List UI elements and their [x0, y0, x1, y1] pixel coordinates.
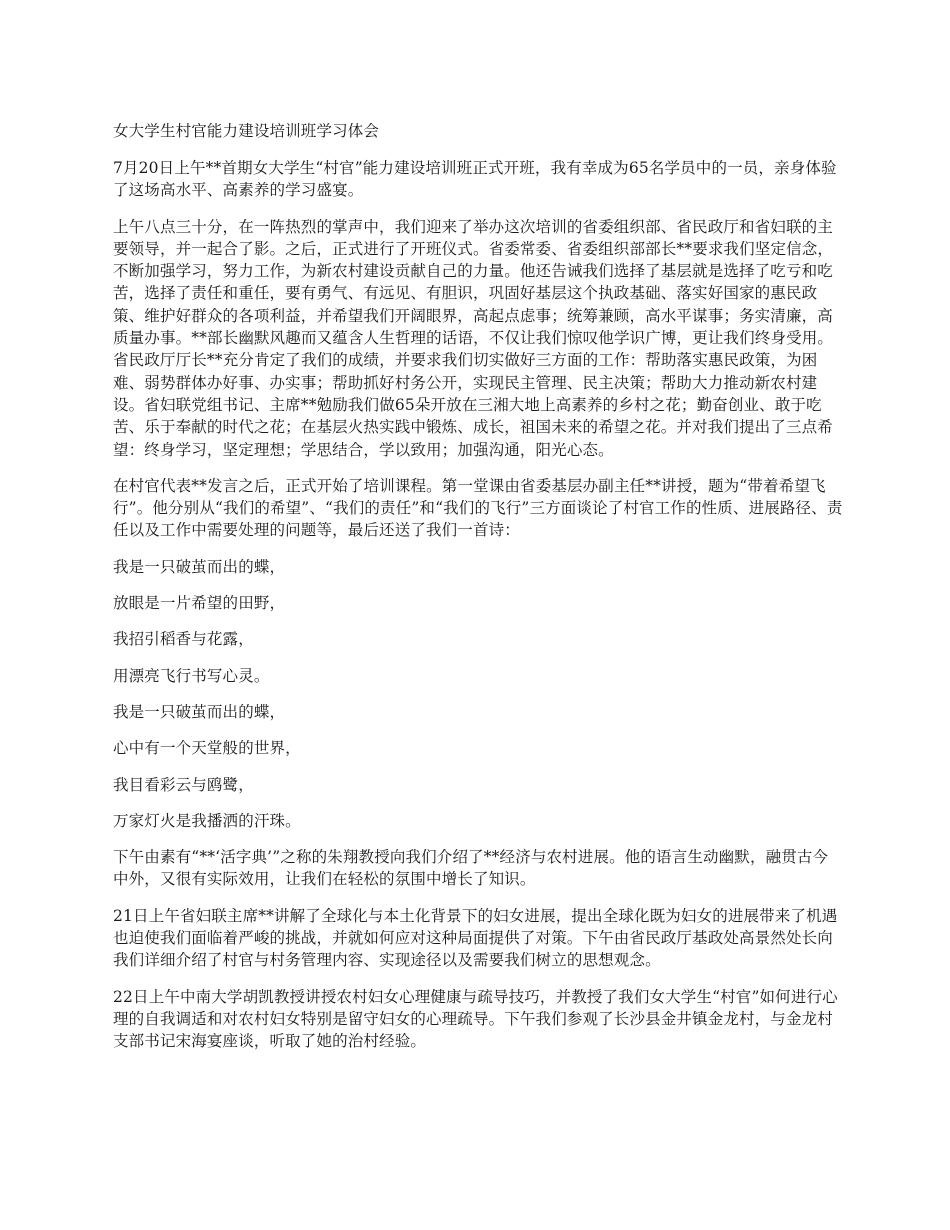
poem-line: 用漂亮飞行书写心灵。: [113, 666, 270, 685]
poem-line: 我目看彩云与鸥鹭，: [113, 775, 254, 794]
document-page: [113, 120, 843, 1067]
poem-line: 心中有一个天堂般的世界，: [113, 739, 301, 758]
paragraph-ceremony: 上午八点三十分，在一阵热烈的掌声中，我们迎来了举办这次培训的省委组织部、省民政厅和省妇联的主要领导，并一起合了影。之后，正式进行了开班仪式。省委常委、省委组织部部长**要求我们坚定信念，不断加强学习，努力工作，为新农村建设贡献自己的力量。他还告诫我们选择了基层就是选择了吃亏和吃苦，选择了责任和重任，要有勇气、有远见、有胆识，巩固好基层这个执政基础、落实好国家的惠民政策、维护好群众的各项利益，并希望我们开阔眼界，高起点虑事；统筹兼顾，高水平谋事；务实清廉，高质量办事。**部长幽默风趣而又蕴含人生哲理的话语，不仅让我们惊叹他学识广博，更让我们终身受用。省民政厅厅长**充分肯定了我们的成绩，并要求我们切实做好三方面的工作：帮助落实惠民政策，为困难、弱势群体办好事、办实事；帮助抓好村务公开，实现民主管理、民主决策；帮助大力推动新农村建设。省妇联党组书记、主席**勉励我们做65朵开放在三湘大地上高素养的乡村之花；勤奋创业、敢于吃苦、乐于奉献的时代之花；在基层火热实践中锻炼、成长，祖国未来的希望之花。并对我们提出了三点希望：终身学习，坚定理想；学思结合，学以致用；加强沟通，阳光心态。: [113, 217, 834, 459]
poem-line: 我招引稻香与花露，: [113, 630, 254, 649]
paragraph-afternoon-lecture: 下午由素有“**‘活字典’”之称的朱翔教授向我们介绍了**经济与农村进展。他的语言生动幽默，融贯古今中外，又很有实际效用，让我们在轻松的氛围中增长了知识。: [113, 848, 829, 889]
poem-line: 放眼是一片希望的田野，: [113, 594, 286, 613]
document-title: 女大学生村官能力建设培训班学习体会: [113, 122, 380, 140]
paragraph-day-22: 22日上午中南大学胡凯教授讲授农村妇女心理健康与疏导技巧，并教授了我们女大学生“村官”如何进行心理的自我调适和对农村妇女特别是留守妇女的心理疏导。下午我们参观了长沙县金井镇金龙村，与金龙村支部书记宋海宴座谈，听取了她的治村经验。: [113, 987, 838, 1051]
paragraph-opening: 7月20日上午**首期女大学生“村官”能力建设培训班正式开班，我有幸成为65名学员中的一员，亲身体验了这场高水平、高素养的学习盛宴。: [113, 159, 837, 200]
poem-line: 我是一只破茧而出的蝶，: [113, 557, 286, 576]
paragraph-first-lesson: 在村官代表**发言之后，正式开始了培训课程。第一堂课由省委基层办副主任**讲授，题为“带着希望飞行”。他分别从“我们的希望”、“我们的责任”和“我们的飞行”三方面谈论了村官工作的性质、进展路径、责任以及工作中需要处理的问题等，最后还送了我们一首诗：: [113, 476, 843, 540]
poem-line: 我是一只破茧而出的蝶，: [113, 702, 286, 721]
paragraph-day-21: 21日上午省妇联主席**讲解了全球化与本土化背景下的妇女进展，提出全球化既为妇女的进展带来了机遇也迫使我们面临着严峻的挑战，并就如何应对这种局面提供了对策。下午由省民政厅基政处高景然处长向我们详细介绍了村官与村务管理内容、实现途径以及需要我们树立的思想观念。: [113, 906, 838, 970]
poem-line: 万家灯火是我播洒的汗珠。: [113, 811, 301, 830]
